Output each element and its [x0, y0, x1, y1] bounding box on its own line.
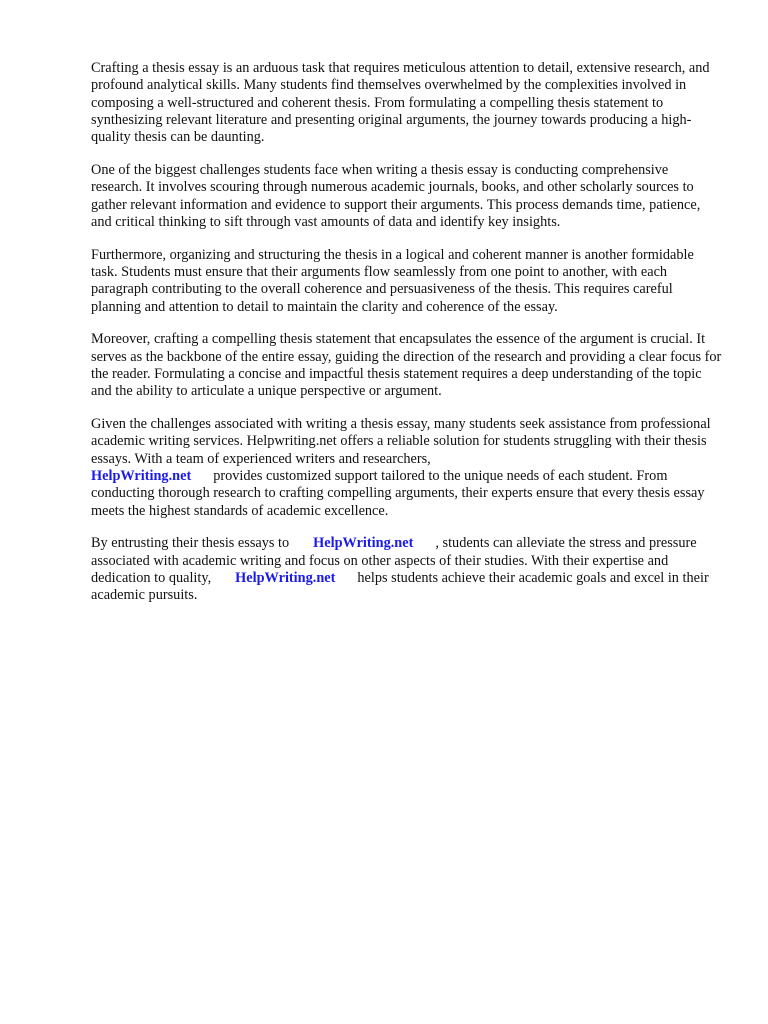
paragraph-3: Furthermore, organizing and structuring the thesis in a logical and coherent manner is another formidable task. Students must ensure that their arguments flow seamlessly from one point to another, with each paragraph contributing to the overall coherence and persuasiveness of the thesis. This requires careful planning and attention to detail to maintain the clarity and coherence of the essay. — [91, 246, 694, 315]
document-body — [91, 60, 723, 620]
paragraph-6-text-3: helps students achieve their academic goals and excel in their academic pursuits. — [91, 569, 709, 604]
paragraph-5 — [91, 416, 723, 520]
paragraph-5-text-after: provides customized support tailored to the unique needs of each student. From conducting thorough research to crafting compelling arguments, their experts ensure that every thesis essay meets the highest standards of academic excellence. — [91, 467, 705, 519]
paragraph-4: Moreover, crafting a compelling thesis statement that encapsulates the essence of the argument is crucial. It serves as the backbone of the entire essay, guiding the direction of the research and providing a clear focus for the reader. Formulating a concise and impactful thesis statement requires a deep understanding of the topic and the ability to articulate a unique perspective or argument. — [91, 331, 722, 400]
paragraph-2: One of the biggest challenges students face when writing a thesis essay is conducting comprehensive research. It involves scouring through numerous academic journals, books, and other scholarly sources to gather relevant information and evidence to support their arguments. This process demands time, patience, and critical thinking to sift through vast amounts of data and identify key insights. — [91, 161, 701, 230]
paragraph-6-text-1: By entrusting their thesis essays to — [91, 535, 290, 552]
paragraph-6 — [91, 535, 723, 604]
helpwriting-link[interactable]: HelpWriting.net — [313, 535, 414, 552]
helpwriting-link[interactable]: HelpWriting.net — [91, 467, 192, 484]
paragraph-6-text-2: , students can alleviate the stress and pressure associated with academic writing and focus on other aspects of their studies. With their expertise and dedication to quality, — [91, 535, 697, 586]
paragraph-1: Crafting a thesis essay is an arduous task that requires meticulous attention to detail, extensive research, and profound analytical skills. Many students find themselves overwhelmed by the complexities involved in composing a well-structured and coherent thesis. From formulating a compelling thesis statement to synthesizing relevant literature and presenting original arguments, the journey towards producing a high-quality thesis can be daunting. — [91, 60, 710, 146]
paragraph-5-text-before: Given the challenges associated with writing a thesis essay, many students seek assistance from professional academic writing services. Helpwriting.net offers a reliable solution for students struggling with their thesis essays. With a team of experienced writers and researchers, — [91, 416, 711, 467]
helpwriting-link[interactable]: HelpWriting.net — [235, 569, 336, 586]
